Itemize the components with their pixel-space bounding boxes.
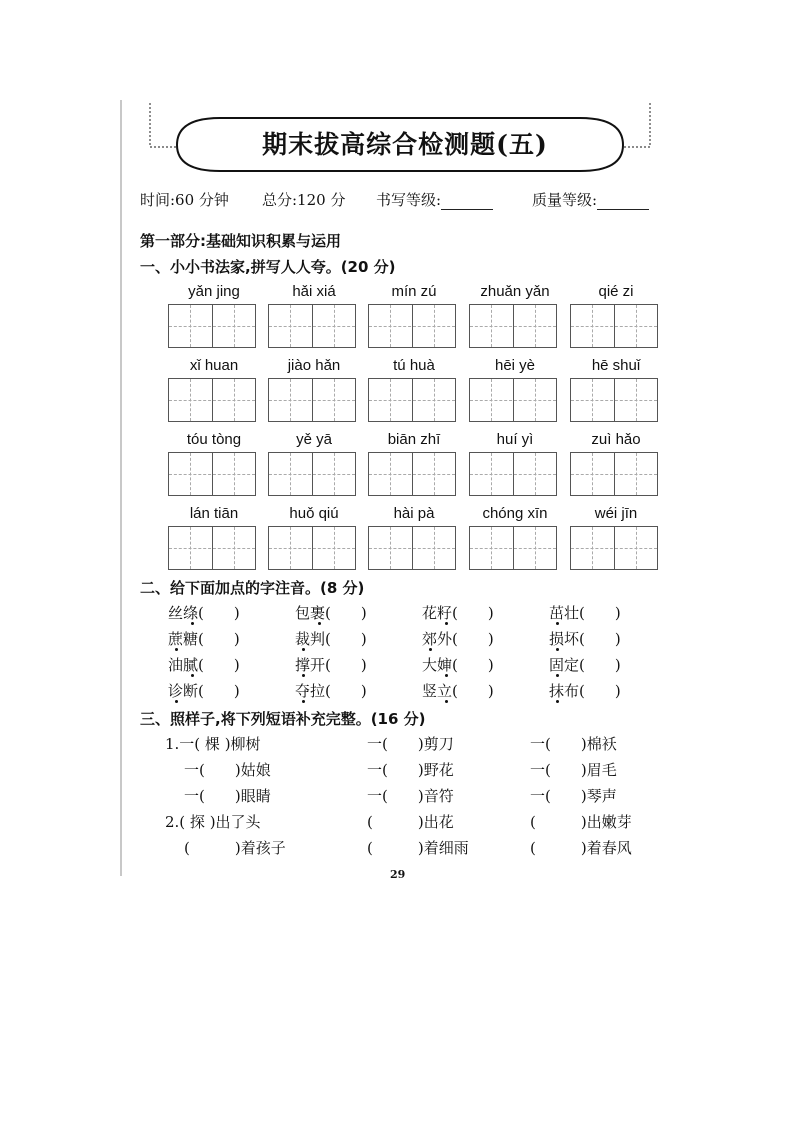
pronunciation-item[interactable]: 茁壮( )	[549, 604, 621, 622]
emphasis-dot	[556, 700, 559, 703]
writing-box[interactable]	[368, 378, 456, 422]
emphasis-dot	[302, 700, 305, 703]
pinyin-label: lán tiān	[189, 505, 239, 522]
pinyin-label: mín zú	[391, 283, 437, 300]
emphasis-dot	[191, 674, 194, 677]
phrase-item[interactable]: ( )着春风	[530, 839, 632, 857]
pinyin-label: huǒ qiú	[289, 505, 339, 522]
pinyin-label: huí yì	[496, 431, 534, 448]
writing-grade-label: 书写等级:	[376, 191, 442, 209]
pinyin-label: hēi yè	[494, 357, 536, 374]
pronunciation-item[interactable]: 油腻( )	[168, 656, 240, 674]
emphasis-dot	[556, 674, 559, 677]
writing-box[interactable]	[570, 378, 658, 422]
time-label: 时间:60 分钟	[140, 191, 229, 209]
writing-box[interactable]	[469, 452, 557, 496]
quality-grade	[532, 189, 649, 210]
writing-box[interactable]	[268, 378, 356, 422]
quality-grade-blank[interactable]	[597, 194, 649, 210]
phrase-item[interactable]: 1.一( 棵 )柳树	[165, 735, 261, 753]
emphasis-dot	[556, 622, 559, 625]
part-one-heading: 第一部分:基础知识积累与运用	[140, 232, 341, 250]
pinyin-label: xǐ huan	[189, 357, 239, 374]
phrase-item[interactable]: 2.( 探 )出了头	[165, 813, 261, 831]
pronunciation-item[interactable]: 裁判( )	[295, 630, 367, 648]
emphasis-dot	[318, 622, 321, 625]
pronunciation-item[interactable]: 夺拉( )	[295, 682, 367, 700]
pinyin-label: tú huà	[393, 357, 435, 374]
page-left-edge	[120, 100, 122, 876]
pronunciation-item[interactable]: 竖立( )	[422, 682, 494, 700]
emphasis-dot	[445, 700, 448, 703]
pinyin-label: biān zhī	[387, 431, 441, 448]
writing-box[interactable]	[168, 452, 256, 496]
pronunciation-item[interactable]: 包裹( )	[295, 604, 367, 622]
writing-box[interactable]	[570, 304, 658, 348]
phrase-item[interactable]: 一( )野花	[367, 761, 454, 779]
pinyin-label: hē shuǐ	[591, 357, 641, 374]
writing-box[interactable]	[168, 378, 256, 422]
total-score-label: 总分:120 分	[262, 191, 346, 209]
page-number: 29	[390, 868, 406, 881]
pinyin-label: wéi jīn	[594, 505, 638, 522]
writing-box[interactable]	[570, 452, 658, 496]
phrase-item[interactable]: 一( )姑娘	[184, 761, 271, 779]
pinyin-label: jiào hǎn	[287, 357, 341, 374]
pronunciation-item[interactable]: 蔗糖( )	[168, 630, 240, 648]
emphasis-dot	[175, 700, 178, 703]
section-one-heading: 一、小小书法家,拼写人人夸。(20 分)	[140, 258, 396, 276]
page-title: 期末拔高综合检测题(五)	[262, 130, 548, 159]
section-three-heading: 三、照样子,将下列短语补充完整。(16 分)	[140, 710, 426, 728]
writing-box[interactable]	[268, 304, 356, 348]
phrase-item[interactable]: 一( )眉毛	[530, 761, 617, 779]
pronunciation-item[interactable]: 丝绦( )	[168, 604, 240, 622]
pronunciation-item[interactable]: 损坏( )	[549, 630, 621, 648]
pinyin-label: tóu tòng	[186, 431, 242, 448]
emphasis-dot	[445, 674, 448, 677]
writing-box[interactable]	[168, 304, 256, 348]
phrase-item[interactable]: 一( )眼睛	[184, 787, 271, 805]
emphasis-dot	[191, 622, 194, 625]
pinyin-label: zhuǎn yǎn	[480, 283, 550, 300]
writing-box[interactable]	[469, 378, 557, 422]
section-two-heading: 二、给下面加点的字注音。(8 分)	[140, 579, 365, 597]
pinyin-label: hài pà	[393, 505, 435, 522]
pinyin-label: yǎn jing	[188, 283, 240, 300]
writing-box[interactable]	[368, 452, 456, 496]
pronunciation-item[interactable]: 固定( )	[549, 656, 621, 674]
writing-box[interactable]	[469, 526, 557, 570]
emphasis-dot	[302, 674, 305, 677]
writing-box[interactable]	[268, 526, 356, 570]
pronunciation-item[interactable]: 大婶( )	[422, 656, 494, 674]
emphasis-dot	[429, 648, 432, 651]
writing-box[interactable]	[368, 304, 456, 348]
phrase-item[interactable]: ( )着细雨	[367, 839, 469, 857]
pinyin-label: zuì hǎo	[591, 431, 641, 448]
writing-grade	[376, 189, 493, 210]
phrase-item[interactable]: 一( )剪刀	[367, 735, 454, 753]
emphasis-dot	[556, 648, 559, 651]
pronunciation-item[interactable]: 抹布( )	[549, 682, 621, 700]
pronunciation-item[interactable]: 诊断( )	[168, 682, 240, 700]
pronunciation-item[interactable]: 花籽( )	[422, 604, 494, 622]
emphasis-dot	[175, 648, 178, 651]
writing-box[interactable]	[469, 304, 557, 348]
phrase-item[interactable]: ( )出花	[367, 813, 454, 831]
pinyin-label: chóng xīn	[482, 505, 548, 522]
emphasis-dot	[302, 648, 305, 651]
phrase-item[interactable]: ( )出嫩芽	[530, 813, 632, 831]
pinyin-label: hǎi xiá	[292, 283, 336, 300]
pinyin-label: yě yā	[296, 431, 332, 448]
phrase-item[interactable]: 一( )棉袄	[530, 735, 617, 753]
pinyin-label: qié zi	[598, 283, 634, 300]
writing-box[interactable]	[268, 452, 356, 496]
phrase-item[interactable]: ( )着孩子	[184, 839, 286, 857]
pronunciation-item[interactable]: 撑开( )	[295, 656, 367, 674]
quality-grade-label: 质量等级:	[532, 191, 598, 209]
writing-box[interactable]	[368, 526, 456, 570]
phrase-item[interactable]: 一( )琴声	[530, 787, 617, 805]
phrase-item[interactable]: 一( )音符	[367, 787, 454, 805]
writing-box[interactable]	[570, 526, 658, 570]
writing-box[interactable]	[168, 526, 256, 570]
pronunciation-item[interactable]: 郊外( )	[422, 630, 494, 648]
emphasis-dot	[445, 622, 448, 625]
writing-grade-blank[interactable]	[441, 194, 493, 210]
